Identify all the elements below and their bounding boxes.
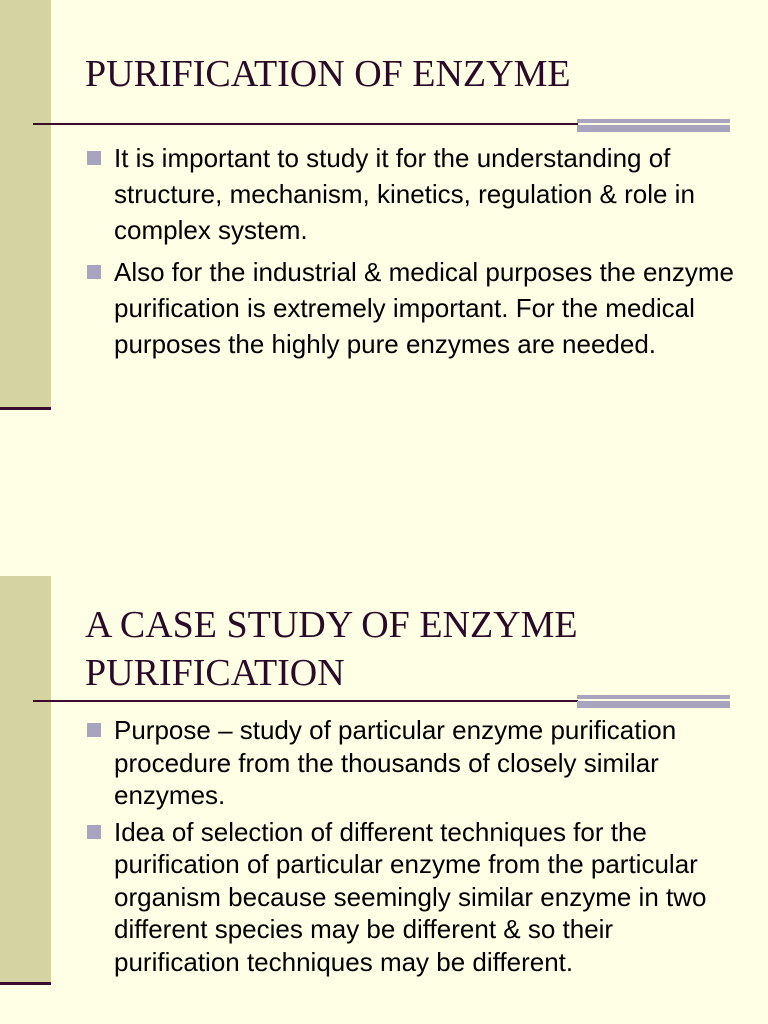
slide-case-study — [0, 576, 768, 1024]
bullet-text: Purpose – study of particular enzyme purification procedure from the thousands of closely similar enzymes. — [114, 715, 677, 810]
bullet-list — [86, 140, 736, 368]
title-divider-accent — [577, 695, 730, 708]
list-item — [86, 714, 736, 812]
list-item — [86, 816, 736, 979]
slide-side-bar — [0, 576, 51, 984]
bullet-list — [86, 714, 736, 982]
title-divider — [33, 700, 578, 702]
square-bullet-icon — [87, 723, 101, 737]
slide-title: PURIFICATION OF ENZYME — [85, 53, 571, 95]
slide-side-tick — [0, 982, 51, 985]
slide-side-tick — [0, 407, 51, 410]
bullet-text: Idea of selection of different techniques for the purification of particular enzyme from the particular organism because seemingly similar enzyme in two different species may be different & so their purification techniques may be different. — [114, 816, 707, 977]
slide-gap — [0, 512, 768, 576]
square-bullet-icon — [87, 151, 101, 165]
title-divider-accent — [577, 119, 730, 132]
square-bullet-icon — [87, 825, 101, 839]
list-item — [86, 140, 736, 248]
title-divider — [33, 123, 578, 125]
list-item — [86, 254, 736, 362]
square-bullet-icon — [87, 265, 101, 279]
slide-title: A CASE STUDY OF ENZYME PURIFICATION — [85, 604, 578, 694]
bullet-text: Also for the industrial & medical purposes the enzyme purification is extremely important. For the medical purposes the highly pure enzymes are needed. — [114, 257, 734, 359]
bullet-text: It is important to study it for the understanding of structure, mechanism, kinetics, regulation & role in complex system. — [114, 143, 695, 245]
slide-side-bar — [0, 0, 51, 410]
